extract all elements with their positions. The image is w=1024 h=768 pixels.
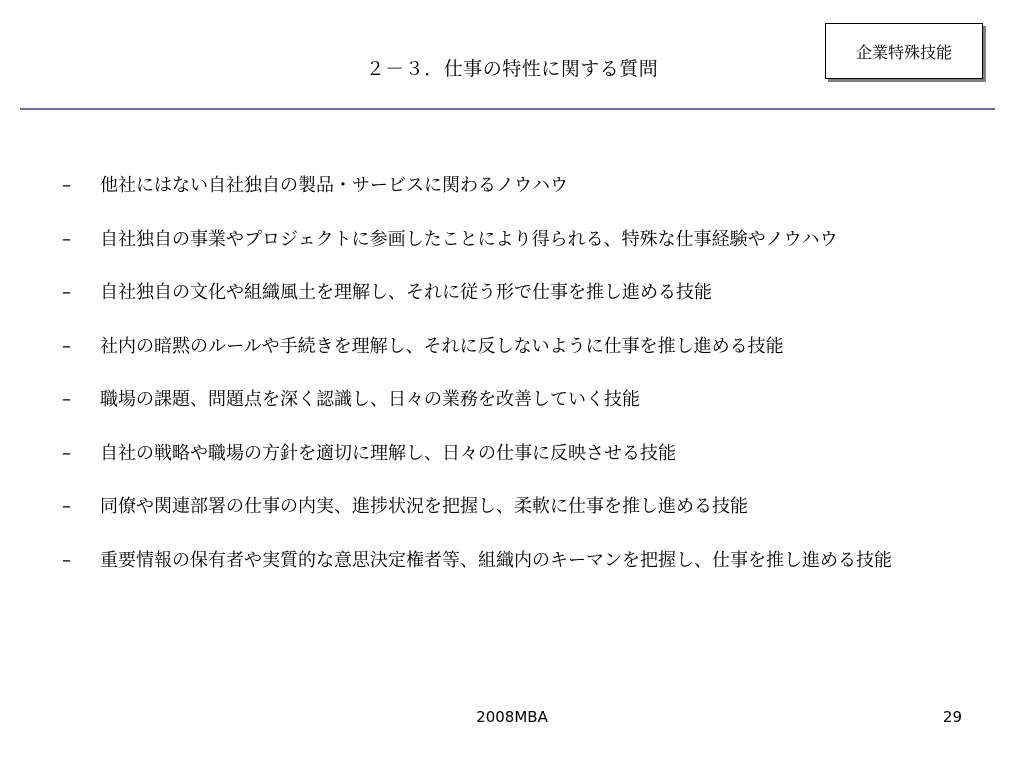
list-item-text: 重要情報の保有者や実質的な意思決定権者等、組織内のキーマンを把握し、仕事を推し進める技能 <box>100 549 892 571</box>
list-item-text: 他社にはない自社独自の製品・サービスに関わるノウハウ <box>100 175 568 196</box>
list-item <box>62 170 962 208</box>
title-divider <box>20 108 995 110</box>
page-number: 29 <box>942 708 962 726</box>
slide-title: ２－３．仕事の特性に関する質問 <box>365 58 659 80</box>
list-item-text: 自社独自の文化や組織風土を理解し、それに従う形で仕事を推し進める技能 <box>100 282 712 303</box>
dash-bullet-icon: – <box>62 228 71 250</box>
list-item <box>62 545 962 583</box>
dash-bullet-icon: – <box>62 496 71 517</box>
category-tag-box <box>825 23 983 79</box>
list-item-text: 同僚や関連部署の仕事の内実、進捗状況を把握し、柔軟に仕事を推し進める技能 <box>100 496 748 517</box>
dash-bullet-icon: – <box>62 442 71 464</box>
list-item-text: 自社の戦略や職場の方針を適切に理解し、日々の仕事に反映させる技能 <box>100 442 676 464</box>
footer-label: 2008MBA <box>476 708 548 726</box>
list-item <box>62 331 962 369</box>
dash-bullet-icon: – <box>62 335 71 357</box>
dash-bullet-icon: – <box>62 282 71 303</box>
category-tag-label: 企業特殊技能 <box>855 42 952 62</box>
list-item-text: 社内の暗黙のルールや手続きを理解し、それに反しないように仕事を推し進める技能 <box>100 335 784 357</box>
list-item <box>62 277 962 315</box>
list-item <box>62 384 962 422</box>
list-item <box>62 224 962 262</box>
list-item <box>62 438 962 476</box>
dash-bullet-icon: – <box>62 175 71 196</box>
list-item-text: 職場の課題、問題点を深く認識し、日々の業務を改善していく技能 <box>100 389 640 410</box>
dash-bullet-icon: – <box>62 389 71 410</box>
bullet-list <box>62 170 962 598</box>
list-item <box>62 491 962 529</box>
list-item-text: 自社独自の事業やプロジェクトに参画したことにより得られる、特殊な仕事経験やノウハウ <box>100 228 838 250</box>
dash-bullet-icon: – <box>62 549 71 571</box>
